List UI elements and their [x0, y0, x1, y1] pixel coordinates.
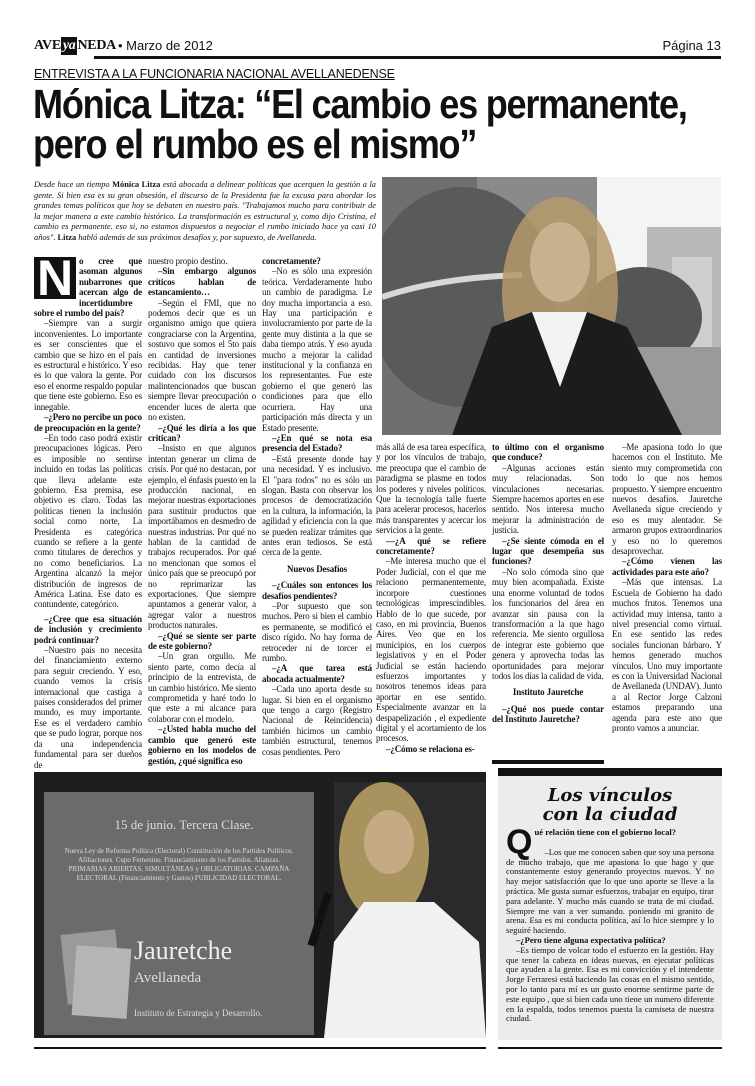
issue-date: • Marzo de 2012 — [118, 38, 213, 53]
headline-line-1: Mónica Litza: “El cambio es permanente, — [33, 81, 687, 127]
answer: –Según el FMI, que no podemos decir que es un organismo amigo que quiera congraciarse con la Argentina, sostuvo que somos el 5to país en cantidad de inversiones recibidas. Hay que tener cuidado con los discursos malintencionados que buscan siempre llevar preocupación o encender luces de alerta que no existen. — [148, 297, 256, 423]
answer: –Más que intensas. La Escuela de Gobierno ha dado muchos frutos. Tenemos una actividad muy intensa, tanto a nivel presencial como virtual. En ese sentido las redes sociales funcionan bárbaro. Y hemos generado muchos vínculos. Uno muy importante es con la Universidad Nacional de Avellaneda (UNDAV). Junto a al Rector Jorge Calzoni estamos preparando una agenda para este ano que pronto vamos a anunciar. — [612, 577, 722, 733]
answer: –Algunas acciones están muy relacionadas. Son vinculaciones necesarias. Siempre hacemos aportes en ese sentido. Nos interesa mucho mejorar la administración de justicia. — [492, 462, 604, 536]
sidebar-title-line-1: Los vínculos — [547, 785, 673, 806]
page-number: Página 13 — [662, 38, 721, 53]
article-column-2 — [148, 256, 256, 766]
answer: –Insisto en que algunos intentan generar un clima de crisis. Por qué no destacan, por ejemplo, el énfasis puesto en la producción nacional, en mejorar nuestras exportaciones para sustituir productos que importábamos en desmedro de nuestras industrias. Por qué no hablan de la cantidad de trabajos recuperados. Por qué no mencionan que somos el único país que se preocupó por no reprimarizar las exportaciones. Que siempre apuntamos a generar valor, a agregar valor a nuestros productos naturales. — [148, 443, 256, 631]
drop-cap: Q — [506, 823, 533, 861]
question: ué relación tiene con el gobierno local? — [534, 827, 677, 837]
headline-line-2: pero el rumbo es el mismo” — [33, 121, 477, 167]
question: –¿Usted habla mucho del cambio que generó este gobierno en los modelos de gestión, ¿qué significa eso — [148, 724, 256, 766]
portrait-photo-image — [382, 177, 721, 435]
answer: –Siempre van a surgir inconvenientes. Lo importante es ser conscientes que el cambio que se hizo en el país es estructural e histórico. Y eso es lo que valora la gente. Por eso el enorme respaldo popular que tiene este gobierno. Eso es innegable. — [34, 318, 142, 412]
question: –¿A que tarea está abocada actualmente? — [262, 663, 372, 684]
answer: –En todo caso podrá existir preocupaciones lógicas. Pero es imposible no sentirse incluido en todas las políticas que lleva adelante este gobierno. Esa premisa, ese objetivo es claro. Todas las políticas tienen la inclusión social como norte, La Presidenta es categórica cuando se refiere a la gente como titulares de derechos y no como beneficiarios. La Argentina alcanzó la mejor distribución de ingresos de América Latina. Ese dato es contundente, categórico. — [34, 432, 142, 610]
bottom-rule — [34, 1047, 486, 1049]
question: –¿Qué les diría a los que critican? — [148, 422, 256, 443]
column-rule — [492, 760, 604, 764]
lecture-photo — [34, 772, 486, 1038]
question: –Sin embargo algunos críticos hablan de estancamiento… — [148, 266, 256, 298]
answer: –Es tiempo de volcar todo el esfuerzo en la gestión. Hay que tener la cabeza en ideas nuevas, en ejecutar políticas que ayuden a la gente. Esa es mi convicción y el intendente Jorge Ferraresi está haciendo las cosas en el mismo sentido, por lo tanto para mí es un gusto enorme sentirme parte de este equipo , que si bien cada uno tiene un numero diferente en la espalda, todos tenemos puesta la camiseta de nuestra ciudad. — [506, 944, 714, 1024]
section-kicker: ENTREVISTA A LA FUNCIONARIA NACIONAL AVELLANEDENSE — [34, 67, 395, 81]
question: –¿Pero tiene alguna expectativa política? — [516, 934, 666, 945]
article-column-5 — [492, 442, 604, 725]
headline — [33, 81, 719, 167]
lead-text: habló además de sus próximos desafíos y, por supuesto, de Avellaneda. — [76, 232, 317, 242]
question: –¿Cómo vienen las actividades para este año? — [612, 556, 722, 577]
answer: –Un gran orgullo. Me siento parte, como decía al principio de la entrevista, de un cambio histórico. Me siento comprometida y haré todo lo que este a mi alcance para colaborar con el modelo. — [148, 651, 256, 724]
portrait-photo — [382, 177, 721, 435]
slide-brand-sub: Avellaneda — [134, 970, 202, 986]
answer: –Por supuesto que son muchos. Pero si bien el cambio es permanente, se modificó el disco rígido. No hay forma de retroceder ni de torcer el rumbo. — [262, 601, 372, 664]
sidebar-title — [498, 786, 722, 824]
answer: –Me apasiona todo lo que hacemos con el Instituto. Me siento muy comprometida con todo lo que nos hemos propuesto. Y siempre encuentro nuevos desafíos. Jauretche Avellaneda sigue creciendo y eso es muy alentador. Se armaron grupos extraordinarios y eso no lo queremos desaprovechar. — [612, 442, 722, 557]
logo-text-left: AVE — [34, 38, 61, 53]
sidebar-box — [498, 768, 722, 1040]
logo-text-right: NEDA — [77, 38, 116, 53]
answer: –Los que me conocen saben que soy una persona de mucho trabajo, que me apasiona lo que hago y que constantemente estoy generando proyectos nuevos. Y no hay mejor satisfacción que lo que uno aporte se lleve a la práctica. Me gusta sumar esfuerzos, trabajar en equipo, tirar para adelante. Y mucho más cuando se trata de mi ciudad. Siempre me van a ver sumando. poniendo mi granito de arena. Esa es mi conducta política, así lo hice siempre y lo seguiré haciendo. — [506, 846, 714, 936]
slide-institute: Instituto de Estrategia y Desarrollo. — [134, 1008, 263, 1018]
lead-text: Desde hace un tiempo — [34, 180, 113, 189]
lead-paragraph — [34, 180, 376, 244]
subheading: Nuevos Desafíos — [287, 563, 347, 574]
article-column-4 — [376, 442, 486, 754]
answer: –Cada uno aporta desde su lugar. Si bien en el organismo que tengo a cargo (Registro Nacional de Reincidencia) también hicimos un cambio también estructural, tenemos cosas pendientes. Pero — [262, 684, 372, 757]
article-column-1 — [34, 250, 142, 770]
masthead — [34, 37, 721, 57]
answer: –No es sólo una expresión teórica. Verdaderamente hubo un cambio de paradigma. Le doy mucha importancia a eso. Hay una participación e involucramiento por parte de la gente muy distinta a la que se daba tiempo atrás. Y eso ayuda mucho a mejorar la calidad institucional y la confianza en los representantes. Fue este gobierno el que generó las condiciones para que ello ocurriera. Hay una participación más directa y un Estado presente. — [262, 266, 372, 433]
slide-topics: Nueva Ley de Reforma Política (Electoral) Constitución de los Partidos Políticos. Afiliaciones. Cupo Femenino. Financiamiento de los Partidos. Alianzas. PRIMARIAS ABIERTAS, SIMULTÁNEAS y OBLIGATORIAS. CAMPAÑA ELECTORAL (Financiamiento y Gastos) PUBLICIDAD ELECTORAL. — [64, 847, 294, 882]
question: –¿Qué nos puede contar del Instituto Jauretche? — [492, 703, 604, 725]
question: –¿En qué se nota esa presencia del Estado? — [262, 432, 372, 454]
slide-date: 15 de junio. Tercera Clase. — [114, 817, 254, 832]
lead-text: está abocada a delinear políticas que acerquen la gestión a la gente. Si bien esa es su gran obsesión, el discurso de la Presidenta fue la excusa para abordar los grandes temas políticos que hoy se debaten en nuestro país. "Trabajamos mucho para contribuir de la mejor manera a este cambio histórico. La transformación es estructural y, como dijo Cristina, el cambio es permanente. eso si, no estamos dispuestos a negociar el rumbo iniciado hace ya casi 10 años". — [34, 180, 376, 242]
question: –¿Cree que esa situación de inclusión y crecimiento podrá continuar? — [34, 613, 142, 645]
answer: más allá de esa tarea específica, y por los vínculos de trabajo, me preocupa que el cambio de paradigma se plasme en todos los poderes y niveles políticos. Que la tecnología talle fuerte para acelerar procesos, hacerlos más transparentes y acercar los servicios a la gente. — [376, 442, 486, 536]
bottom-rule — [498, 1047, 722, 1049]
masthead-rule — [94, 56, 721, 59]
logo-text-ya: ya — [62, 38, 76, 53]
drop-cap: N — [34, 257, 76, 299]
sidebar-top-bar — [498, 768, 722, 776]
lead-name: Litza — [57, 232, 77, 242]
lead-name: Mónica Litza — [112, 180, 161, 189]
answer: –Está presente donde hay una necesidad. Y es inclusivo. El "para todos" no es sólo un slogan. Basta con observar los procesos de democratización en la cultura, la información, la agilidad y eficiencia con la que se pueden realizar trámites que antes eran tediosos. Se está cerca de la gente. — [262, 453, 372, 558]
sidebar-title-line-2: con la ciudad — [542, 804, 678, 825]
answer: nuestro propio destino. — [148, 256, 228, 266]
newspaper-logo — [34, 37, 116, 55]
question: –¿Cuáles son entonces los desafíos pendientes? — [262, 580, 372, 601]
subheading: Instituto Jauretche — [512, 687, 584, 698]
slide-brand: Jauretche — [134, 936, 233, 965]
question: —¿A qué se refiere concretamente? — [376, 535, 486, 557]
question: –¿Pero no percibe un poco de preocupación en la gente? — [34, 412, 142, 433]
question: concretamente? — [262, 256, 321, 266]
question: –¿Cómo se relaciona es- — [386, 743, 475, 754]
question: –¿Qué se siente ser parte de este gobierno? — [148, 630, 256, 652]
lecture-photo-image — [34, 772, 486, 1038]
answer: –No solo cómoda sino que muy bien acompañada. Existe una enorme voluntad de todos los funcionarios del área en avanzar sin pausa con la transformación a la que hago referencia. Me siento orgullosa de integrar este gobierno que genera y aprovecha todas las oportunidades para mejorar todos los días la calidad de vida. — [492, 566, 604, 681]
answer: –Me interesa mucho que el Poder Judicial, con el que me relaciono permanentemente, incorpore cuestiones tecnológicas imprescindibles. Hablo de lo que sucede, por caso, en mi provincia, Buenos Aires. Veo que en los municipios, en los cuerpos legislativos y en el Poder Judicial se están haciendo esfuerzos importantes y nosotros tenemos ideas para aportar en ese sentido. Especialmente avanzar en la despapelización , el expediente digital y el acortamiento de los procesos. — [376, 556, 486, 744]
sidebar-body — [506, 823, 714, 1024]
question: to último con el organismo que conduce? — [492, 442, 604, 463]
question: –¿Se siente cómoda en el lugar que desempeña sus funciones? — [492, 535, 604, 567]
article-column-6 — [612, 442, 722, 733]
answer: –Nuestro país no necesita del financiamiento externo para seguir creciendo. Y eso, cuando vemos la crisis internacional que castiga a países considerados del primer mundo, es muy importante. Ese es el verdadero cambio que se pudo lograr, porque nos da una independencia fundamental para ser dueños de — [34, 645, 142, 770]
question: o cree que asoman algunos nubarrones que acercan algo de incertidumbre sobre el rumbo del país? — [34, 256, 142, 319]
article-column-3 — [262, 256, 372, 757]
